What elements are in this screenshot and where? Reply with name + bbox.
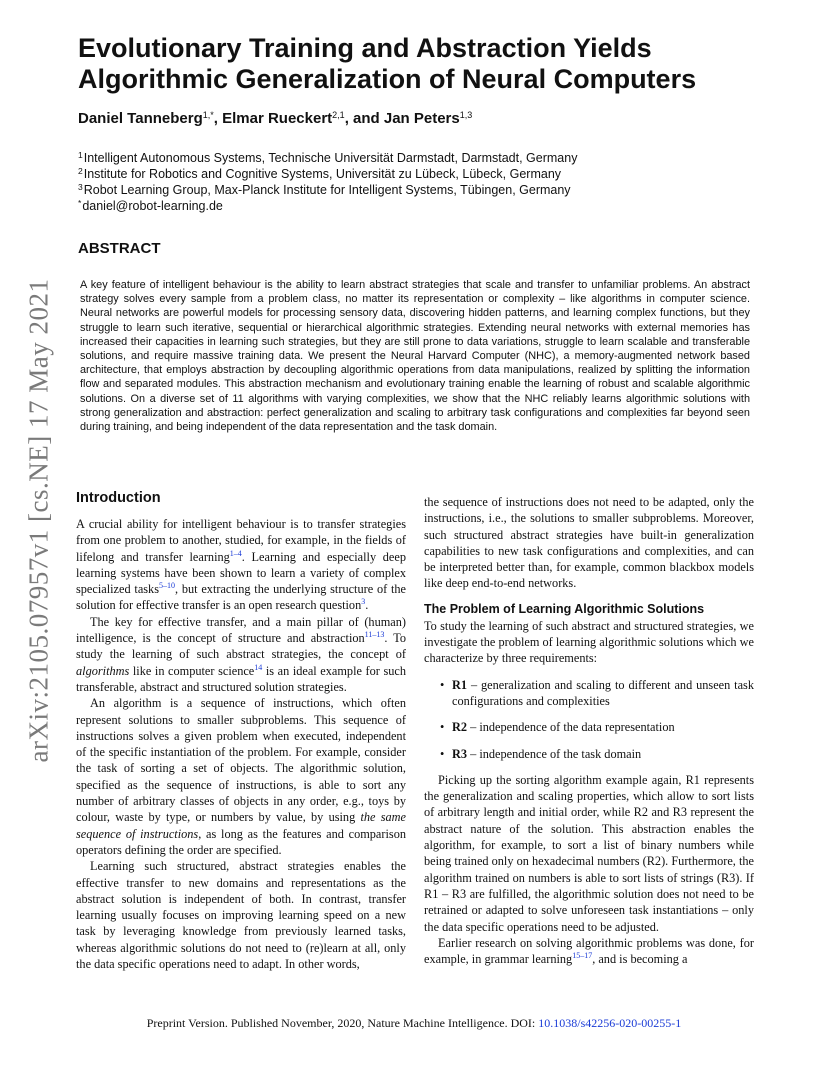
citation-link[interactable]: 11–13 (364, 630, 385, 640)
subsection-paragraph-1: To study the learning of such abstract and structured strategies, we investigate the problem of learning algorithmic solutions which we characterize by three requirements: (424, 618, 754, 666)
requirement-item (424, 719, 754, 735)
requirement-item (424, 746, 754, 762)
author-affiliation-mark: 1,3 (459, 110, 473, 120)
left-column (76, 490, 406, 972)
author-name: Elmar Rueckert (222, 110, 333, 127)
affiliation-text: Robot Learning Group, Max-Planck Institute for Intelligent Systems, Tübingen, Germany (83, 183, 571, 197)
page-footer (0, 1016, 828, 1031)
paper-title-line-2: Algorithmic Generalization of Neural Computers (78, 64, 697, 94)
citation-link[interactable]: 15–17 (572, 951, 593, 961)
author-name: Jan Peters (383, 110, 460, 127)
citation-link[interactable]: 1–4 (229, 548, 242, 558)
subsection-body (424, 618, 754, 968)
requirement-text: – independence of the data representation (467, 720, 675, 735)
affiliation-3 (78, 182, 571, 199)
requirement-text: – independence of the task domain (467, 746, 642, 761)
author-separator: , and (344, 110, 384, 127)
author-separator: , (213, 110, 223, 127)
email-text: daniel@robot-learning.de (82, 199, 223, 213)
author-name: Daniel Tanneberg (78, 110, 203, 127)
citation-link[interactable]: 14 (254, 662, 263, 672)
affiliation-1 (78, 150, 577, 167)
author-affiliation-mark: 1,* (202, 110, 214, 120)
intro-paragraph-1: A crucial ability for intelligent behaviour is to transfer strategies from one problem to another, studied, for example, in the fields of lifelong and transfer learning$^{1-4}$. Learning and especially deep learning systems have been shown to learn a variety of complex specialized tasks$^{5-10}$, but extracting the underlying structure of the solution for effective transfer is an open research question$^3$. (76, 517, 406, 613)
requirement-label: R2 (452, 720, 468, 735)
citation-link[interactable]: 5–10 (159, 581, 175, 591)
arxiv-identifier-stamp (20, 280, 58, 760)
paper-title (78, 33, 758, 95)
right-column (424, 494, 754, 967)
requirements-list (424, 677, 754, 762)
affiliation-2 (78, 166, 561, 183)
affiliation-text: Intelligent Autonomous Systems, Technische Universität Darmstadt, Darmstadt, Germany (83, 151, 578, 165)
requirement-text: – generalization and scaling to different and unseen task configurations and complexities (452, 677, 754, 708)
introduction-continued (424, 494, 754, 592)
author-affiliation-mark: 2,1 (332, 110, 345, 120)
affiliation-mark: * (78, 198, 82, 208)
requirement-label: R3 (452, 746, 468, 761)
affiliation-mark: 3 (78, 182, 83, 192)
abstract-text: A key feature of intelligent behaviour is the ability to learn abstract strategies that scale and transfer to unfamiliar problems. An abstract strategy solves every sample from a problem class, no matter its representation or complexity – like algorithms in computer science. Neural networks are powerful models for processing sensory data, discovering hidden patterns, and learning complex functions, but they struggle to learn such iterative, sequential or hierarchical algorithmic strategies. Extending neural networks with external memories has increased their capacities in learning such strategies, but they are still prone to data variations, struggle to learn scalable and transferable solutions, and require massive training data. We present the Neural Harvard Computer (NHC), a memory-augmented network based architecture, that employs abstraction by decoupling algorithmic operations from data manipulations, realized by splitting the information flow and separated modules. This abstraction mechanism and evolutionary training enable the learning of robust and scalable algorithmic solutions. On a diverse set of 11 algorithms with varying complexities, we show that the NHC reliably learns algorithmic solutions with strong generalization and abstraction: perfect generalization and scaling to arbitrary task configurations and complexities far beyond seen during training, and being independent of the data representation and the task domain. (80, 279, 750, 434)
author-list (78, 110, 472, 127)
intro-paragraph-4: Learning such structured, abstract strategies enables the effective transfer to new domains and representations as the abstract solution is independent of both. In contrast, transfer learning usually focuses on improving learning speed on a new task by leveraging knowledge from previously learned tasks, whereas algorithmic solutions do not need to (re)learn at all, only the data specific operations need to adapt. In other words, (76, 859, 406, 972)
affiliation-mark: 2 (78, 166, 83, 176)
doi-link[interactable]: 10.1038/s42256-020-00255-1 (538, 1016, 682, 1030)
subsection-paragraph-3: Earlier research on solving algorithmic problems was done, for example, in grammar learning$^{15-17}$, and is becoming a (424, 935, 754, 967)
footer-text: Preprint Version. Published November, 2020, Nature Machine Intelligence. DOI: (146, 1016, 539, 1030)
intro-paragraph-5: the sequence of instructions does not need to be adapted, only the instructions, i.e., the solutions to smaller subproblems. Moreover, such structured abstract strategies have built-in generalization capabilities to new task configurations and complexities, and can be interpreted better than, for example, common blackbox models like deep end-to-end networks. (424, 495, 754, 591)
subsection-paragraph-2: Picking up the sorting algorithm example again, R1 represents the generalization and scaling properties, which allow to sort lists of arbitrary length and initial order, while R2 and R3 represent the abstract nature of the solution. This abstraction enables the algorithm, for example, to sort a list of binary numbers while being trained only on hexadecimal numbers (R2). Furthermore, the algorithm trained on numbers is able to sort lists of strings (R3). If R1 – R3 are fulfilled, the algorithmic solution does not need to be retrained or adapted to solve unforeseen task instantiations – only the data specific operations need to be adjusted. (424, 772, 754, 934)
affiliation-mark: 1 (78, 150, 83, 160)
intro-paragraph-2: The key for effective transfer, and a main pillar of (human) intelligence, is the concept of structure and abstraction$^{11-13}$. To study the learning of such abstract strategies, the concept of algorithms like in computer science$^{14}$ is an ideal example for such transferable, abstract and structured solution strategies. (76, 614, 407, 694)
introduction-body (76, 516, 406, 972)
arxiv-identifier-text: arXiv:2105.07957v1 [cs.NE] 17 May 2021 (23, 278, 54, 762)
affiliation-text: Institute for Robotics and Cognitive Systems, Universität zu Lübeck, Lübeck, Germany (83, 167, 562, 181)
requirement-item (424, 677, 754, 710)
subsection-heading: The Problem of Learning Algorithmic Solutions (424, 601, 705, 616)
abstract-heading: ABSTRACT (78, 240, 161, 257)
intro-paragraph-3: An algorithm is a sequence of instructions, which often represent solutions to smaller subproblems. This sequence of instructions solves a given problem when executed, independent of the specific instantiation of the problem. For example, consider the task of sorting a set of objects. The algorithmic solution, specified as the sequence of instructions, is able to sort any number of arbitrary classes of objects in any order, e.g., toys by colour, waste by type, or numbers by value, by using the same sequence of instructions, as long as the features and comparison operators defining the order are specified. (76, 696, 406, 857)
citation-link[interactable]: 3 (361, 597, 366, 607)
corresponding-email (78, 198, 223, 215)
paper-title-line-1: Evolutionary Training and Abstraction Yields (78, 33, 652, 63)
introduction-heading: Introduction (76, 490, 161, 506)
requirement-label: R1 (452, 677, 468, 692)
